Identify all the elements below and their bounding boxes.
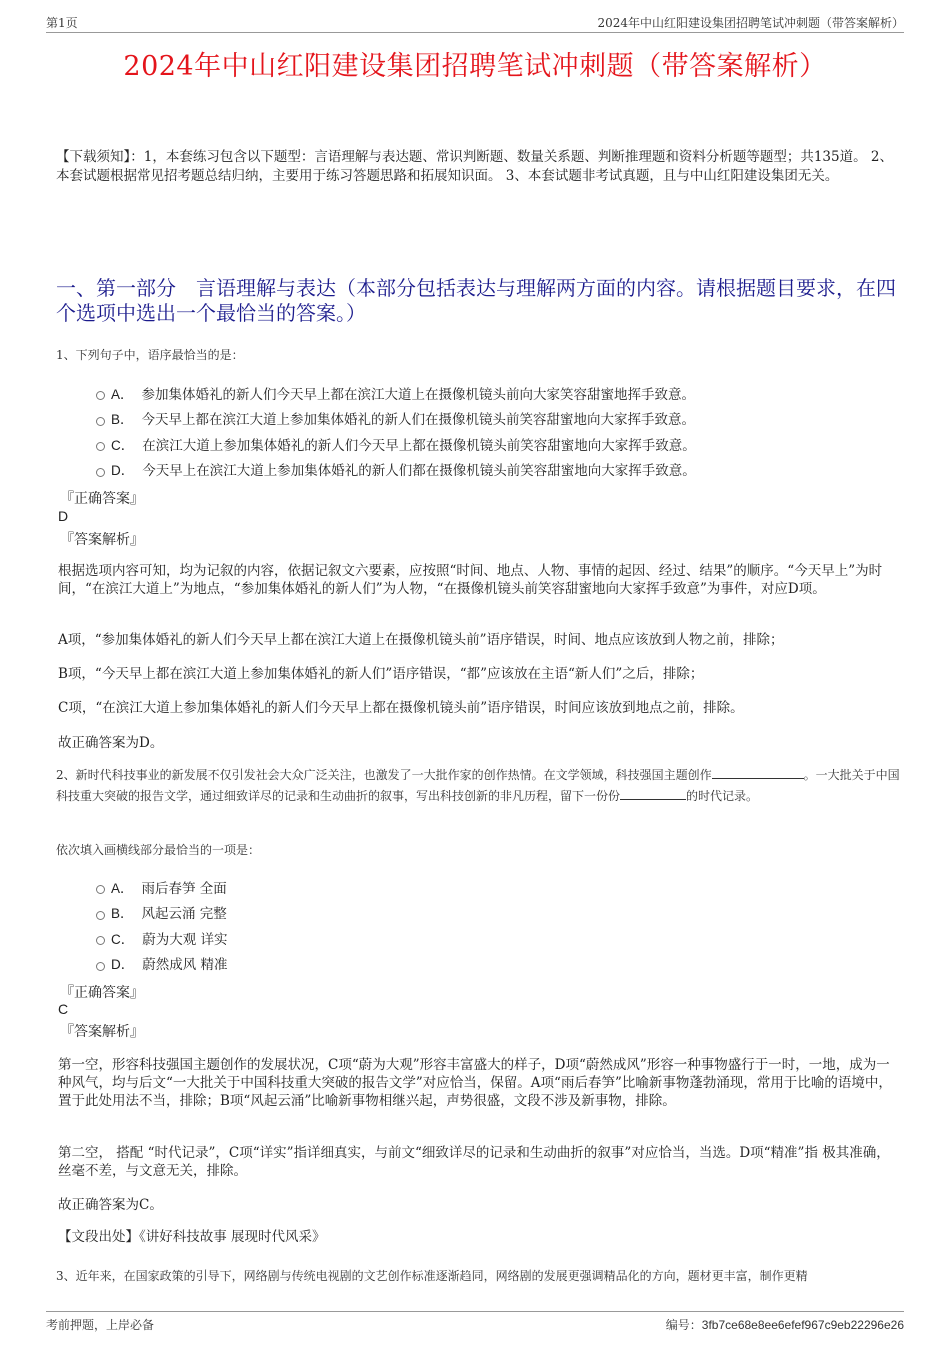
page-footer xyxy=(46,1311,904,1332)
page-title: 2024年中山红阳建设集团招聘笔试冲刺题（带答案解析） xyxy=(123,51,827,82)
q2-source: 【文段出处】《讲好科技故事 展现时代风采》 xyxy=(58,1229,326,1245)
q1-option-c[interactable]: C． 在滨江大道上参加集体婚礼的新人们今天早上都在摄像机镜头前笑容甜蜜地向大家挥手致意。 xyxy=(96,431,896,457)
footer-slogan: 考前押题，上岸必备 xyxy=(46,1318,155,1332)
q2-option-b[interactable]: B． 风起云涌 完整 xyxy=(96,900,896,926)
q2-option-c[interactable]: C． 蔚为大观 详实 xyxy=(96,925,896,951)
fill-blank xyxy=(712,766,804,779)
radio-icon[interactable] xyxy=(96,417,105,426)
page-label: 第1页 xyxy=(46,16,78,30)
section-title: 一、第一部分 言语理解与表达（本部分包括表达与理解两方面的内容。请根据题目要求，在四个选项中选出一个最恰当的答案。） xyxy=(56,276,896,325)
q2-analysis-para: 第二空， 搭配 “时代记录”，C项“详实”指详细真实，与前文“细致详尽的记录和生动曲折的叙事”对应恰当，当选。D项“精准”指 极其准确，丝毫不差，与文意无关，排除。 xyxy=(58,1145,890,1179)
q1-analysis-para: B项，“今天早上都在滨江大道上参加集体婚礼的新人们”语序错误，“都”应该放在主语“新人们”之后，排除； xyxy=(58,666,704,682)
q2-analysis-label: 『答案解析』 xyxy=(60,1024,144,1040)
radio-icon[interactable] xyxy=(96,442,105,451)
q1-answer: D xyxy=(58,508,69,524)
q2-analysis-para: 第一空，形容科技强国主题创作的发展状况，C项“蔚为大观”形容丰富盛大的样子，D项“蔚然成风”形容一种事物盛行于一时，一地，成为一种风气，均与后文“一大批关于中国科技重大突破的报告文学”对应恰当，保留。A项“雨后春笋”比喻新事物蓬勃涌现，常用于比喻的语境中，置于此处用法不当，排除；B项“风起云涌”比喻新事物相继兴起，声势很盛，文段不涉及新事物，排除。 xyxy=(58,1057,892,1109)
q1-answer-label: 『正确答案』 xyxy=(60,491,144,507)
q3-stem: 3、近年来，在国家政策的引导下，网络剧与传统电视剧的文艺创作标准逐渐趋同，网络剧的发展更强调精品化的方向，题材更丰富，制作更精 xyxy=(56,1269,808,1283)
footer-code: 编号：3fb7ce68e8ee6efef967c9eb22296e26 xyxy=(665,1318,904,1332)
q1-options xyxy=(96,380,896,482)
radio-icon[interactable] xyxy=(96,468,105,477)
q2-options xyxy=(96,874,896,976)
radio-icon[interactable] xyxy=(96,936,105,945)
q1-option-a[interactable]: A． 参加集体婚礼的新人们今天早上都在滨江大道上在摄像机镜头前向大家笑容甜蜜地挥手致意。 xyxy=(96,380,896,406)
q1-stem: 1、下列句子中，语序最恰当的是： xyxy=(56,348,244,362)
q1-analysis-para: C项，“在滨江大道上参加集体婚礼的新人们今天早上都在摄像机镜头前”语序错误，时间应该放到地点之前，排除。 xyxy=(58,700,744,716)
q1-analysis-para: A项，“参加集体婚礼的新人们今天早上都在滨江大道上在摄像机镜头前”语序错误，时间、地点应该放到人物之前，排除； xyxy=(58,632,784,648)
header-doc-title: 2024年中山红阳建设集团招聘笔试冲刺题（带答案解析） xyxy=(597,16,904,30)
fill-blank xyxy=(620,787,686,800)
radio-icon[interactable] xyxy=(96,885,105,894)
q2-stem: 2、新时代科技事业的新发展不仅引发社会大众广泛关注，也激发了一大批作家的创作热情。在文学领域，科技强国主题创作 。一大批关于中国科技重大突破的报告文学，通过细致详尽的记录和生动曲折的叙事，写出科技创新的非凡历程，留下一份份 的时代记录。 xyxy=(56,768,900,803)
download-notice: 【下载须知】：1，本套练习包含以下题型：言语理解与表达题、常识判断题、数量关系题、判断推理题和资料分析题等题型；共135道。 2、本套试题根据常见招考题总结归纳，主要用于练习答题思路和拓展知识面。 3、本套试题非考试真题，且与中山红阳建设集团无关。 xyxy=(56,149,893,184)
q2-conclusion: 故正确答案为C。 xyxy=(58,1197,163,1213)
q2-option-a[interactable]: A． 雨后春笋 全面 xyxy=(96,874,896,900)
radio-icon[interactable] xyxy=(96,391,105,400)
q2-answer-label: 『正确答案』 xyxy=(60,985,144,1001)
q1-analysis-label: 『答案解析』 xyxy=(60,532,144,548)
q1-option-b[interactable]: B． 今天早上都在滨江大道上参加集体婚礼的新人们在摄像机镜头前笑容甜蜜地向大家挥手致意。 xyxy=(96,406,896,432)
page-header xyxy=(46,12,904,33)
q1-analysis-para: 根据选项内容可知，均为记叙的内容，依据记叙文六要素，应按照“时间、地点、人物、事情的起因、经过、结果”的顺序。“今天早上”为时间，“在滨江大道上”为地点，“参加集体婚礼的新人们”为人物，“在摄像机镜头前笑容甜蜜地向大家挥手致意”为事件，对应D项。 xyxy=(58,563,883,597)
q2-answer: C xyxy=(58,1001,69,1017)
radio-icon[interactable] xyxy=(96,962,105,971)
q1-conclusion: 故正确答案为D。 xyxy=(58,735,164,751)
q2-option-d[interactable]: D． 蔚然成风 精准 xyxy=(96,951,896,977)
q1-option-d[interactable]: D． 今天早上在滨江大道上参加集体婚礼的新人们都在摄像机镜头前笑容甜蜜地向大家挥手致意。 xyxy=(96,457,896,483)
radio-icon[interactable] xyxy=(96,911,105,920)
q2-prompt: 依次填入画横线部分最恰当的一项是： xyxy=(56,843,261,857)
